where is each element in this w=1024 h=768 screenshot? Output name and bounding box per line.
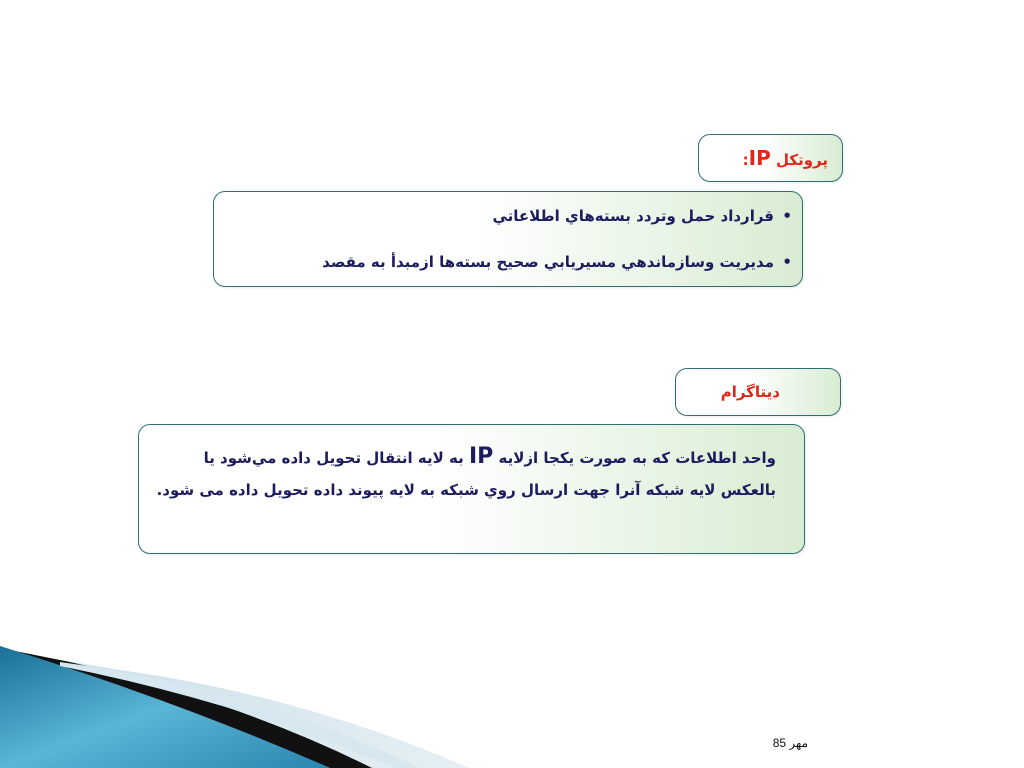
footer-date-label: مهر 85 (772, 736, 808, 750)
list-item (224, 252, 794, 272)
ip-protocol-bullet-list (224, 206, 794, 272)
ip-protocol-title-box (698, 134, 843, 182)
ip-title-prefix: پروتكل (770, 151, 828, 169)
datagram-title-box (675, 368, 841, 416)
datagram-text-part2: به لايه انتقال تحويل داده مي‌شود يا بالعكس لايه شبكه آنرا جهت ارسال روي شبكه به لايه پيوند داده تحويل داده مى شود. (156, 449, 776, 499)
datagram-content-box (138, 424, 805, 554)
bullet-text: مديريت وسازماندهي مسيريابي صحيح بسته‌ها ازمبدأ به مقصد (322, 253, 774, 271)
datagram-text-latin: IP (468, 444, 494, 469)
bullet-text: قرارداد حمل وتردد بسته‌هاي اطلاعاتي (492, 207, 774, 225)
ip-protocol-content-box (213, 191, 803, 287)
datagram-text-part1: واحد اطلاعات كه به صورت يكجا ازلايه (493, 449, 776, 467)
bullet-icon: • (782, 253, 792, 271)
ip-title-latin: IP (748, 146, 771, 170)
list-item (224, 206, 794, 226)
ip-title-suffix: : (742, 151, 749, 169)
ip-protocol-title (743, 146, 828, 170)
datagram-paragraph (147, 441, 776, 506)
decorative-swoosh (0, 640, 1024, 768)
datagram-title: ديتاگرام (720, 383, 780, 401)
bullet-icon: • (782, 207, 792, 225)
